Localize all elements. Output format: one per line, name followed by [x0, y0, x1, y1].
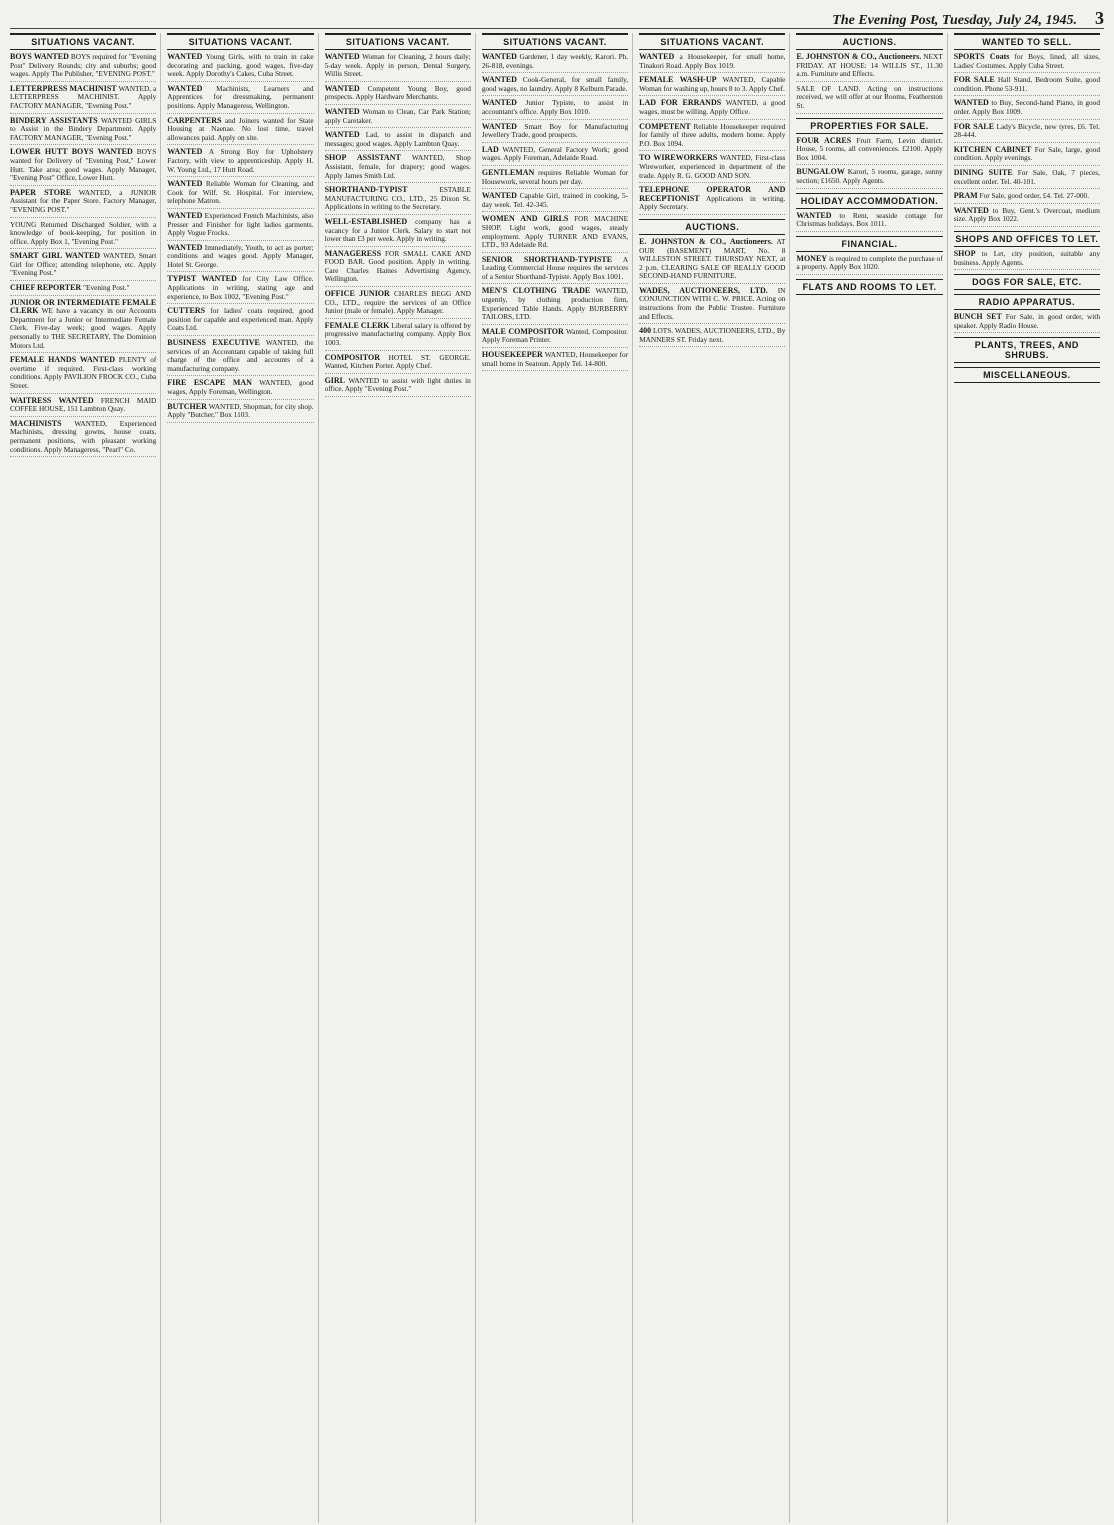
classified-ad: [167, 85, 313, 114]
ad-lead: LETTERPRESS MACHINIST: [10, 83, 117, 93]
section-header-properties: PROPERTIES FOR SALE.: [796, 118, 942, 134]
classified-ad: [10, 53, 156, 82]
classified-ad: [167, 148, 313, 177]
ad-body: for Boys, lined, all sizes, Ladies' Costumes. Apply Cuba Street.: [953, 52, 1100, 70]
classified-ad: [954, 207, 1100, 227]
ad-body: WANTED GIRLS to Assist in the Bindery Department. Apply FACTORY MANAGER, "Evening Post.": [10, 115, 157, 142]
ad-lead: WANTED: [167, 210, 203, 220]
ad-lead: WAITRESS WANTED: [10, 395, 94, 405]
ad-lead: WANTED: [167, 83, 203, 93]
classified-ad: [954, 99, 1100, 119]
ad-list: [954, 250, 1100, 270]
ad-lead: DINING SUITE: [953, 167, 1013, 177]
ad-list: [796, 137, 942, 189]
column-header: AUCTIONS.: [796, 33, 942, 50]
ad-body: AT OUR (BASEMENT) MART, No. 8 WILLESTON STREET. THURSDAY NEXT, at 2 p.m. CLEARING SALE OF REALLY GOOD SECOND-HAND FURNITURE.: [639, 236, 786, 281]
page-number: 3: [1095, 8, 1104, 28]
ad-body: Wanted, Compositor. Apply Foreman Printer.: [481, 326, 629, 345]
classified-ad: [325, 108, 471, 128]
classified-ad: [482, 215, 628, 252]
ad-body: to Let, city position, suitable any business. Apply Agents.: [953, 248, 1100, 267]
classified-ad: [482, 328, 628, 348]
ad-body: A Leading Commercial House requires the services of a Senior Shorthand-Typiste. Apply Box 1001.: [481, 254, 629, 281]
ad-body: Smart Boy for Manufacturing Jewellery Trade, good prospects.: [481, 121, 629, 140]
ad-body: Immediately, Youth, to act as porter; conditions and wages good. Apply Manager, Hotel St. George.: [167, 242, 314, 269]
ad-lead: WANTED: [481, 98, 517, 108]
ad-body: BOYS wanted for Delivery of "Evening Post," Lower Hutt. Take area; good wages. Apply Manager, "Evening Post" Office, Lower Hutt.: [10, 147, 157, 183]
ad-lead: WANTED: [167, 147, 203, 157]
ad-lead: BUNGALOW: [796, 167, 845, 177]
classified-ad: [325, 250, 471, 287]
classified-ad: [482, 146, 628, 166]
paper-title: The Evening Post, Tuesday, July 24, 1945.: [832, 13, 1077, 28]
ad-lead: LAD FOR ERRANDS: [639, 98, 722, 108]
column-header: SITUATIONS VACANT.: [639, 33, 785, 50]
ad-body: WANTED, Shopman, for city shop. Apply "Butcher," Box 1103.: [167, 401, 314, 420]
ad-lead: LAD: [481, 144, 499, 154]
ad-body: Hall Stand, Bedroom Suite, good condition. Phone 53-911.: [953, 75, 1100, 93]
ad-lead: FIRE ESCAPE MAN: [167, 378, 252, 388]
classified-ad: [639, 123, 785, 152]
ad-lead: 400: [639, 326, 652, 336]
section-header-radio: RADIO APPARATUS.: [954, 294, 1100, 310]
ad-body: requires Reliable Woman for Housework, several hours per day.: [481, 167, 629, 186]
ad-lead: WANTED: [481, 52, 517, 61]
ad-lead: FOR SALE: [953, 75, 995, 85]
ad-lead: CARPENTERS: [167, 115, 222, 125]
classified-ad: [10, 284, 156, 296]
ad-lead: BUNCH SET: [953, 312, 1002, 322]
classified-ad: [796, 212, 942, 232]
classified-ad: [167, 53, 313, 82]
ad-lead: BINDERY ASSISTANTS: [10, 115, 98, 125]
section-header-flats: FLATS AND ROOMS TO LET.: [796, 279, 942, 295]
ad-body: WANTED to assist with light duties in office. Apply "Evening Post.": [324, 375, 471, 394]
ad-lead: COMPETENT: [639, 121, 691, 131]
ad-list: [796, 212, 942, 232]
columns: [10, 33, 1104, 1523]
column-6: [796, 33, 947, 1523]
ad-lead: WANTED: [481, 75, 517, 85]
ad-body: "Evening Post.": [83, 283, 130, 293]
ad-body: a Housekeeper, for small home, Tinakori Road. Apply Box 1019.: [639, 52, 786, 70]
classified-ad: [325, 377, 471, 397]
column-header: WANTED TO SELL.: [954, 33, 1100, 50]
classified-ad: [325, 218, 471, 247]
ad-list: [639, 53, 785, 215]
ad-lead: WOMEN AND GIRLS: [481, 214, 569, 224]
column-4: [482, 33, 633, 1523]
ad-body: Junior Typiste, to assist in accountant's office. Apply Box 1010.: [481, 98, 629, 116]
ad-lead: WANTED: [481, 121, 517, 131]
classified-ad: [639, 327, 785, 347]
ad-lead: CHIEF REPORTER: [10, 283, 82, 293]
ad-body: Reliable Housekeeper required for family of three adults, modern home. Apply P.O. Box 1094.: [639, 121, 786, 148]
ad-lead: WANTED: [324, 83, 360, 93]
ad-body: WANTED, good wages, Apply Foreman, Wellington.: [167, 378, 314, 396]
ad-lead: CUTTERS: [167, 306, 206, 316]
classified-ad: [482, 76, 628, 96]
column-2: [167, 33, 318, 1523]
ad-list: [796, 53, 942, 114]
classified-ad: [325, 290, 471, 319]
ad-body: company has a vacancy for a Junior Clerk. Salary to start not lower than £3 per week. Apply in writing.: [324, 216, 471, 244]
ad-body: LOTS. WADES, AUCTIONEERS, LTD., By MANNERS ST. Friday next.: [639, 326, 786, 344]
ad-body: For Sale, in good order, with speaker. Apply Radio House.: [953, 312, 1100, 330]
classified-ad: [954, 76, 1100, 96]
classified-ad: [796, 255, 942, 275]
classified-ad: [482, 169, 628, 189]
ad-body: and Joiners wanted for State Housing at Naenae. No lost time, travel allowances paid. Apply on site.: [167, 115, 314, 142]
ad-lead: LOWER HUTT BOYS WANTED: [10, 147, 133, 157]
classified-ad: [639, 186, 785, 215]
classified-ad: [639, 76, 785, 96]
classified-ad: [167, 379, 313, 399]
classified-ad: [10, 117, 156, 146]
ad-body: For Sale, good order, £4. Tel. 27-000.: [979, 191, 1090, 201]
ad-list: [639, 238, 785, 348]
classified-ad: [639, 154, 785, 183]
classified-ad: [167, 307, 313, 336]
classified-ad: [482, 287, 628, 324]
classified-ad: [167, 212, 313, 241]
ad-lead: PAPER STORE: [10, 187, 72, 197]
classified-ad: [796, 85, 942, 114]
classified-ad: [954, 169, 1100, 189]
ad-body: FOR SMALL CAKE AND FOOD BAR. Good position. Apply in writing. Care Charles Haines Advertising Agency, Wellington.: [324, 248, 471, 284]
ad-lead: WANTED: [481, 191, 517, 201]
classified-ad: [167, 244, 313, 273]
ad-lead: MACHINISTS: [10, 418, 62, 428]
column-header: SITUATIONS VACANT.: [10, 33, 156, 50]
ad-body: Gardener, 1 day weekly, Karori. Ph. 26-818, evenings.: [481, 52, 629, 70]
ad-lead: FOR SALE: [953, 121, 995, 131]
ad-body: CHARLES BEGG AND CO., LTD., require the services of an Office Junior (male or female). Apply Manager.: [324, 289, 471, 316]
classified-ad: [10, 148, 156, 185]
classified-ad: [796, 168, 942, 188]
ad-lead: MANAGERESS: [324, 248, 382, 258]
ad-body: for ladies' coats required, good position for capable and experienced man. Apply Coats Ltd.: [167, 306, 314, 333]
classified-ad: [325, 154, 471, 183]
ad-body: For Sale, Oak, 7 pieces, excellent order. Tel. 40-101.: [953, 167, 1100, 186]
ad-lead: SHORTHAND-TYPIST: [324, 185, 408, 195]
ad-body: HOTEL ST. GEORGE. Wanted, Kitchen Porter. Apply Chef.: [324, 352, 471, 371]
classified-ad: [796, 137, 942, 166]
column-header: SITUATIONS VACANT.: [167, 33, 313, 50]
masthead: [10, 8, 1104, 29]
ad-lead: WANTED: [324, 52, 360, 61]
ad-body: Karori, 5 rooms, garage, sunny section; £1650. Apply Agents.: [796, 167, 943, 185]
ad-lead: BUSINESS EXECUTIVE: [167, 338, 260, 348]
ad-lead: BOYS WANTED: [10, 52, 69, 61]
ad-body: WANTED, Experienced Machinists, dressing gowns, house coats, permanent positions, with pleasant working conditions. Apply Manageress, "Pearl" Co.: [10, 418, 157, 454]
classified-ad: [639, 238, 785, 284]
classified-ad: [10, 420, 156, 457]
ad-lead: SMART GIRL WANTED: [10, 251, 101, 261]
classified-ad: [10, 221, 156, 250]
ad-lead: FEMALE WASH-UP: [639, 75, 717, 85]
ad-body: for City Law Office. Applications in writing, stating age and experience, to Box 1002, "Evening Post.": [167, 274, 314, 301]
classified-ad: [325, 354, 471, 374]
ad-lead: KITCHEN CABINET: [953, 144, 1032, 154]
ad-lead: GIRL: [324, 375, 346, 385]
classified-ad: [10, 189, 156, 218]
classified-ad: [10, 85, 156, 114]
ad-lead: WELL-ESTABLISHED: [324, 216, 408, 226]
ad-lead: GENTLEMAN: [481, 167, 535, 177]
classified-ad: [954, 53, 1100, 73]
ad-lead: HOUSEKEEPER: [481, 350, 543, 360]
ad-body: FRENCH MAID COFFEE HOUSE, 151 Lambton Quay.: [10, 395, 157, 414]
ad-body: WANTED, General Factory Work; good wages. Apply Foreman, Adelaide Road.: [481, 144, 629, 163]
classified-ad: [639, 287, 785, 324]
ad-body: Liberal salary is offered by progressive manufacturing company. Apply Box 1003.: [324, 320, 471, 348]
ad-lead: TYPIST WANTED: [167, 274, 237, 284]
ad-body: PLENTY of overtime if required. First-class working conditions. Apply PAVILION FROCK CO., Cuba Street.: [10, 355, 157, 390]
ad-lead: TO WIREWORKERS: [639, 153, 718, 163]
ad-body: is required to complete the purchase of a property. Apply Box 1020.: [796, 253, 943, 272]
classified-ad: [10, 299, 156, 354]
ad-body: WANTED, First-class Wireworker, experienced in department of the trade. Apply R. G. GOOD AND SON.: [639, 153, 786, 180]
classified-ad: [954, 192, 1100, 204]
ad-body: ESTABLE MANUFACTURING CO., LTD., 25 Dixon St. Applications in writing to the Secretary.: [324, 185, 471, 212]
ad-body: WANTED, Capable Woman for washing up, hours 8 to 3. Apply Chef.: [639, 75, 786, 93]
classified-ad: [482, 53, 628, 73]
ad-lead: SHOP ASSISTANT: [324, 153, 401, 163]
classified-ad: [167, 180, 313, 209]
classified-ad: [325, 85, 471, 105]
ad-lead: JUNIOR OR INTERMEDIATE FEMALE CLERK: [10, 297, 157, 316]
ad-lead: WANTED: [953, 98, 989, 108]
ad-lead: MALE COMPOSITOR: [481, 326, 564, 336]
ad-body: WANTED, a LETTERPRESS MACHINIST. Apply FACTORY MANAGER, "Evening Post.": [10, 83, 157, 110]
ad-body: Applications in writing. Apply Secretary.: [639, 193, 786, 212]
ad-list: [10, 53, 156, 457]
ad-lead: SPORTS Coats: [953, 52, 1010, 61]
section-header-auctions: AUCTIONS.: [639, 219, 785, 235]
classified-ad: [167, 403, 313, 423]
classified-ad: [167, 339, 313, 376]
ad-lead: WADES, AUCTIONEERS, LTD.: [639, 285, 768, 295]
ad-lead: TELEPHONE OPERATOR AND RECEPTIONIST: [639, 185, 786, 203]
ad-lead: MONEY: [796, 253, 828, 263]
ad-body: Woman to Clean, Car Park Station; apply Caretaker.: [324, 106, 471, 125]
ad-body: SALE OF LAND. Acting on instructions received, we will offer at our Rooms, Featherston St.: [796, 83, 943, 110]
ad-lead: WANTED: [324, 106, 360, 116]
ad-body: Fruit Farm, Levin district. House, 5 rooms, all conveniences. £2100. Apply Box 1004.: [796, 135, 943, 162]
classified-ad: [10, 356, 156, 393]
ad-lead: BUTCHER: [167, 401, 207, 411]
classified-ad: [325, 186, 471, 215]
classified-ad: [167, 117, 313, 146]
ad-lead: WANTED: [324, 130, 360, 140]
column-7: [954, 33, 1104, 1523]
ad-body: Lady's Bicycle, new tyres, £6. Tel. 28-444.: [953, 121, 1100, 140]
column-header: SITUATIONS VACANT.: [482, 33, 628, 50]
ad-lead: WANTED: [953, 205, 989, 215]
column-header: SITUATIONS VACANT.: [325, 33, 471, 50]
ad-body: WANTED, a JUNIOR Assistant for the Paper Store. Factory Manager, "EVENING POST.": [10, 187, 157, 214]
ad-lead: SHOP: [953, 248, 976, 258]
ad-body: to Rent, seaside cottage for Christmas holidays. Box 1011.: [796, 210, 943, 229]
ad-body: For Sale, large, good condition. Apply evenings.: [953, 144, 1100, 163]
classified-ad: [954, 250, 1100, 270]
section-header-shops: SHOPS AND OFFICES TO LET.: [954, 231, 1100, 247]
ad-body: Competent Young Boy, good prospects. Apply Hardware Merchants.: [324, 83, 471, 102]
ad-body: WANTED, urgently, by clothing production firm, Experienced Table Hands. Apply BURBERRY TAILORS, LTD.: [481, 286, 629, 322]
ad-body: WANTED, Housekeeper for small home in Seatoun. Apply Tel. 14-800.: [481, 350, 629, 368]
ad-body: BOYS required for "Evening Post" Delivery Rounds; city and suburbs; good wages. Apply The Publisher, "EVENING POST.": [10, 52, 157, 79]
section-header-dogs: DOGS FOR SALE, ETC.: [954, 274, 1100, 290]
ad-list: [954, 313, 1100, 333]
ad-body: Capable Girl, trained in cooking, 5-day week. Tel. 42-345.: [481, 191, 629, 209]
ad-lead: FEMALE HANDS WANTED: [10, 355, 116, 365]
classified-ad: [482, 256, 628, 285]
section-header-holiday: HOLIDAY ACCOMMODATION.: [796, 193, 942, 209]
classified-ad: [482, 351, 628, 371]
column-3: [325, 33, 476, 1523]
classified-ad: [796, 53, 942, 82]
column-1: [10, 33, 161, 1523]
ad-list: [167, 53, 313, 423]
ad-list: [482, 53, 628, 371]
classified-ad: [10, 397, 156, 417]
ad-body: Cook-General, for small family, good wages, no laundry. Apply 8 Kelburn Parade.: [481, 75, 629, 93]
classified-ad: [10, 252, 156, 281]
ad-lead: PRAM: [953, 191, 978, 201]
ad-body: Experienced French Machinists, also Presser and Finisher for light ladies garments. Apply Vogue Frocks.: [167, 210, 314, 238]
classified-ad: [954, 146, 1100, 166]
ad-body: YOUNG Returned Discharged Soldier, with a knowledge of book-keeping, for position in office. Apply Box 1, "Evening Post.": [10, 219, 157, 246]
ad-lead: FEMALE CLERK: [324, 320, 390, 330]
ad-body: Machinists, Learners and Apprentices for dressmaking, permanent positions. Apply Manageress, Wellington.: [167, 83, 314, 110]
ad-lead: MEN'S CLOTHING TRADE: [481, 286, 591, 296]
column-5: [639, 33, 790, 1523]
ad-lead: FOUR ACRES: [796, 135, 852, 145]
ad-lead: COMPOSITOR: [324, 352, 380, 362]
ad-body: Woman for Cleaning, 2 hours daily; 5-day week. Apply in person, Dental Surgery, Willis Street.: [324, 52, 471, 79]
ad-body: WANTED, the services of an Accountant capable of taking full charge of the office and accounts of a manufacturing company.: [167, 338, 314, 373]
classified-ad: [482, 99, 628, 119]
ad-body: WE have a vacancy in our Accounts Department for a Junior or Intermediate Female Clerk. Five-day week; good wages. Apply personally to THE SECRETARY, The Dominion Motors Ltd.: [10, 306, 157, 350]
ad-body: Reliable Woman for Cleaning, and Cook for Wilf. St. Hospital. For interview, telephone Matron.: [167, 179, 314, 206]
ad-lead: WANTED: [167, 242, 203, 252]
classified-ad: [954, 123, 1100, 143]
section-header-financial: FINANCIAL.: [796, 236, 942, 252]
ad-lead: WANTED: [167, 179, 203, 189]
ad-lead: E. JOHNSTON & CO., Auctioneers.: [796, 52, 922, 61]
ad-body: to Buy, Gent.'s Overcoat, medium size. Apply Box 1022.: [953, 205, 1100, 224]
ad-body: to Buy, Second-hand Piano, in good order. Apply Box 1009.: [953, 98, 1100, 116]
classified-ad: [325, 53, 471, 82]
ad-list: [954, 53, 1100, 227]
classified-ad: [325, 131, 471, 151]
ad-lead: WANTED: [639, 52, 675, 61]
classified-ad: [482, 123, 628, 143]
ad-lead: E. JOHNSTON & CO., Auctioneers.: [639, 236, 773, 246]
classified-ad: [954, 313, 1100, 333]
ad-body: Young Girls, with to train in cake decorating and packing, good wages, five-day week. Apply Dorothy's Cakes, Cuba Street.: [167, 52, 314, 79]
ad-lead: OFFICE JUNIOR: [324, 289, 390, 299]
ad-body: NEXT FRIDAY. AT HOUSE: 14 WILLIS ST., 11.30 a.m. Furniture and Effects.: [796, 52, 943, 79]
ad-body: FOR MACHINE SHOP. Light work, good wages, steady employment. Apply TURNER AND EVANS, LTD., 93 Adelaide Rd.: [481, 214, 629, 250]
classified-ad: [325, 322, 471, 351]
ad-body: WANTED, a good wages, must be willing. Apply Office.: [639, 98, 786, 116]
classified-ad: [639, 99, 785, 119]
ad-list: [796, 255, 942, 275]
ad-lead: SENIOR SHORTHAND-TYPISTE: [481, 254, 613, 264]
ad-list: [325, 53, 471, 397]
ad-body: Lad, to assist in dispatch and messages; good wages. Apply Lambton Quay.: [324, 130, 471, 148]
ad-body: WANTED, Shop Assistant, female, for drapery; good wages. Apply James Smith Ltd.: [324, 153, 471, 180]
classified-ad: [639, 53, 785, 73]
ad-body: IN CONJUNCTION WITH C. W. PRICE. Acting on instructions from the Public Trustee. Furniture and Effects.: [639, 285, 786, 321]
section-header-plants: PLANTS, TREES, AND SHRUBS.: [954, 337, 1100, 363]
ad-body: A Strong Boy for Upholstery Factory, with view to apprenticeship. Apply H. W. Young Ltd., 17 Hutt Road.: [167, 147, 314, 174]
classified-ad: [167, 275, 313, 304]
classified-ad: [482, 192, 628, 212]
ad-body: WANTED, Smart Girl for Office; attending telephone, etc. Apply "Evening Post.": [10, 251, 157, 278]
ad-lead: WANTED: [796, 210, 832, 220]
ad-lead: WANTED: [167, 52, 203, 61]
section-header-misc: MISCELLANEOUS.: [954, 367, 1100, 383]
